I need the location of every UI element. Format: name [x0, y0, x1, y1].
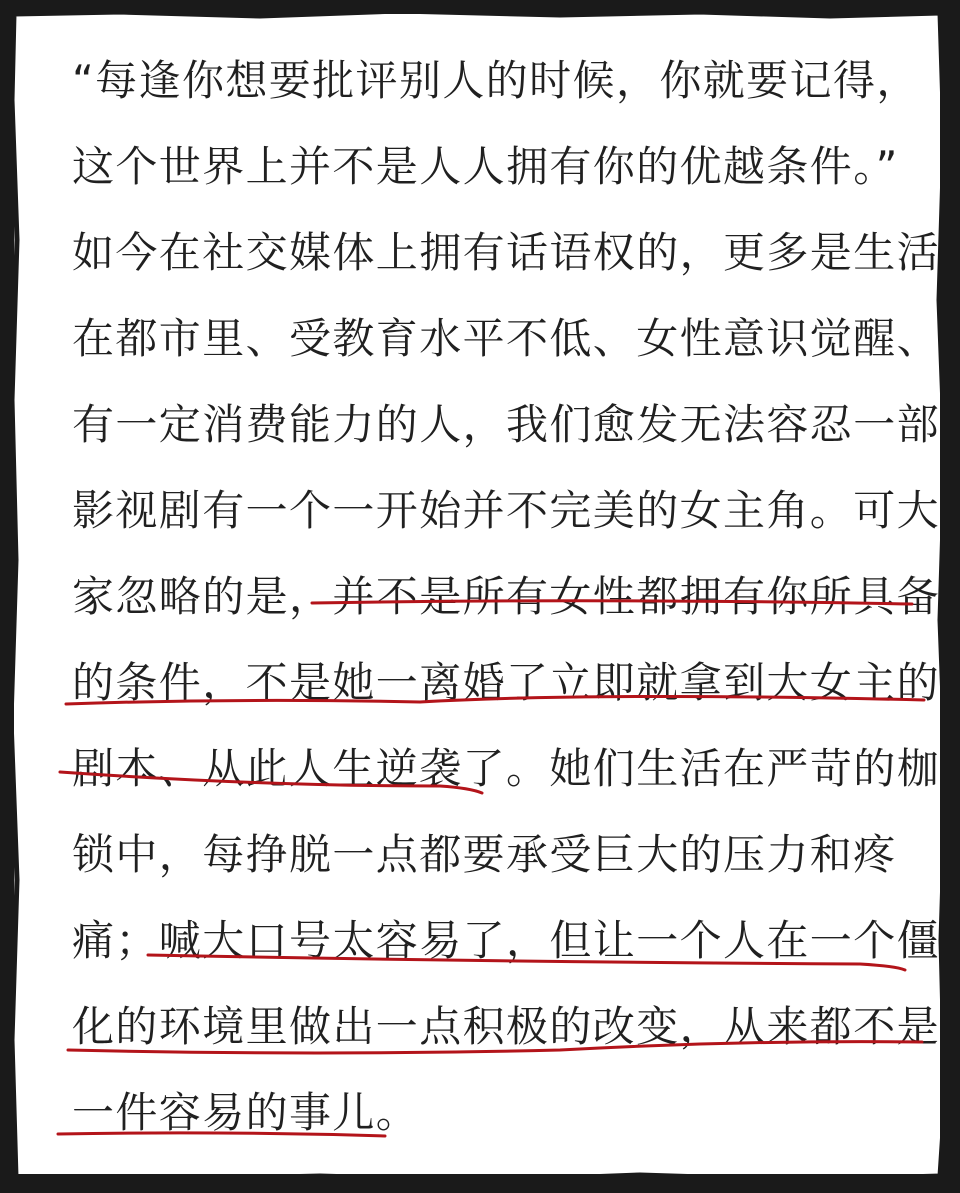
text-line-11: 痛；喊大口号太容易了，但让一个人在一个僵	[72, 916, 941, 965]
text-line-7: 家忽略的是，并不是所有女性都拥有你所具备	[72, 572, 941, 621]
text-line-4: 在都市里、受教育水平不低、女性意识觉醒、	[72, 314, 941, 363]
text-line-9: 剧本、从此人生逆袭了。她们生活在严苛的枷	[72, 744, 941, 793]
text-line-8: 的条件，不是她一离婚了立即就拿到大女主的	[72, 658, 941, 707]
text-line-13: 一件容易的事儿。	[72, 1088, 420, 1137]
text-line-1: “每逢你想要批评别人的时候，你就要记得，	[72, 56, 920, 105]
text-line-3: 如今在社交媒体上拥有话语权的，更多是生活	[72, 228, 941, 277]
text-line-10: 锁中，每挣脱一点都要承受巨大的压力和疼	[72, 830, 897, 879]
text-line-12: 化的环境里做出一点积极的改变，从来都不是	[72, 1002, 941, 1051]
text-line-5: 有一定消费能力的人，我们愈发无法容忍一部	[72, 400, 941, 449]
quote-paragraph	[72, 38, 941, 1156]
text-line-2: 这个世界上并不是人人拥有你的优越条件。”	[72, 142, 899, 191]
text-line-6: 影视剧有一个一开始并不完美的女主角。可大	[72, 486, 941, 535]
